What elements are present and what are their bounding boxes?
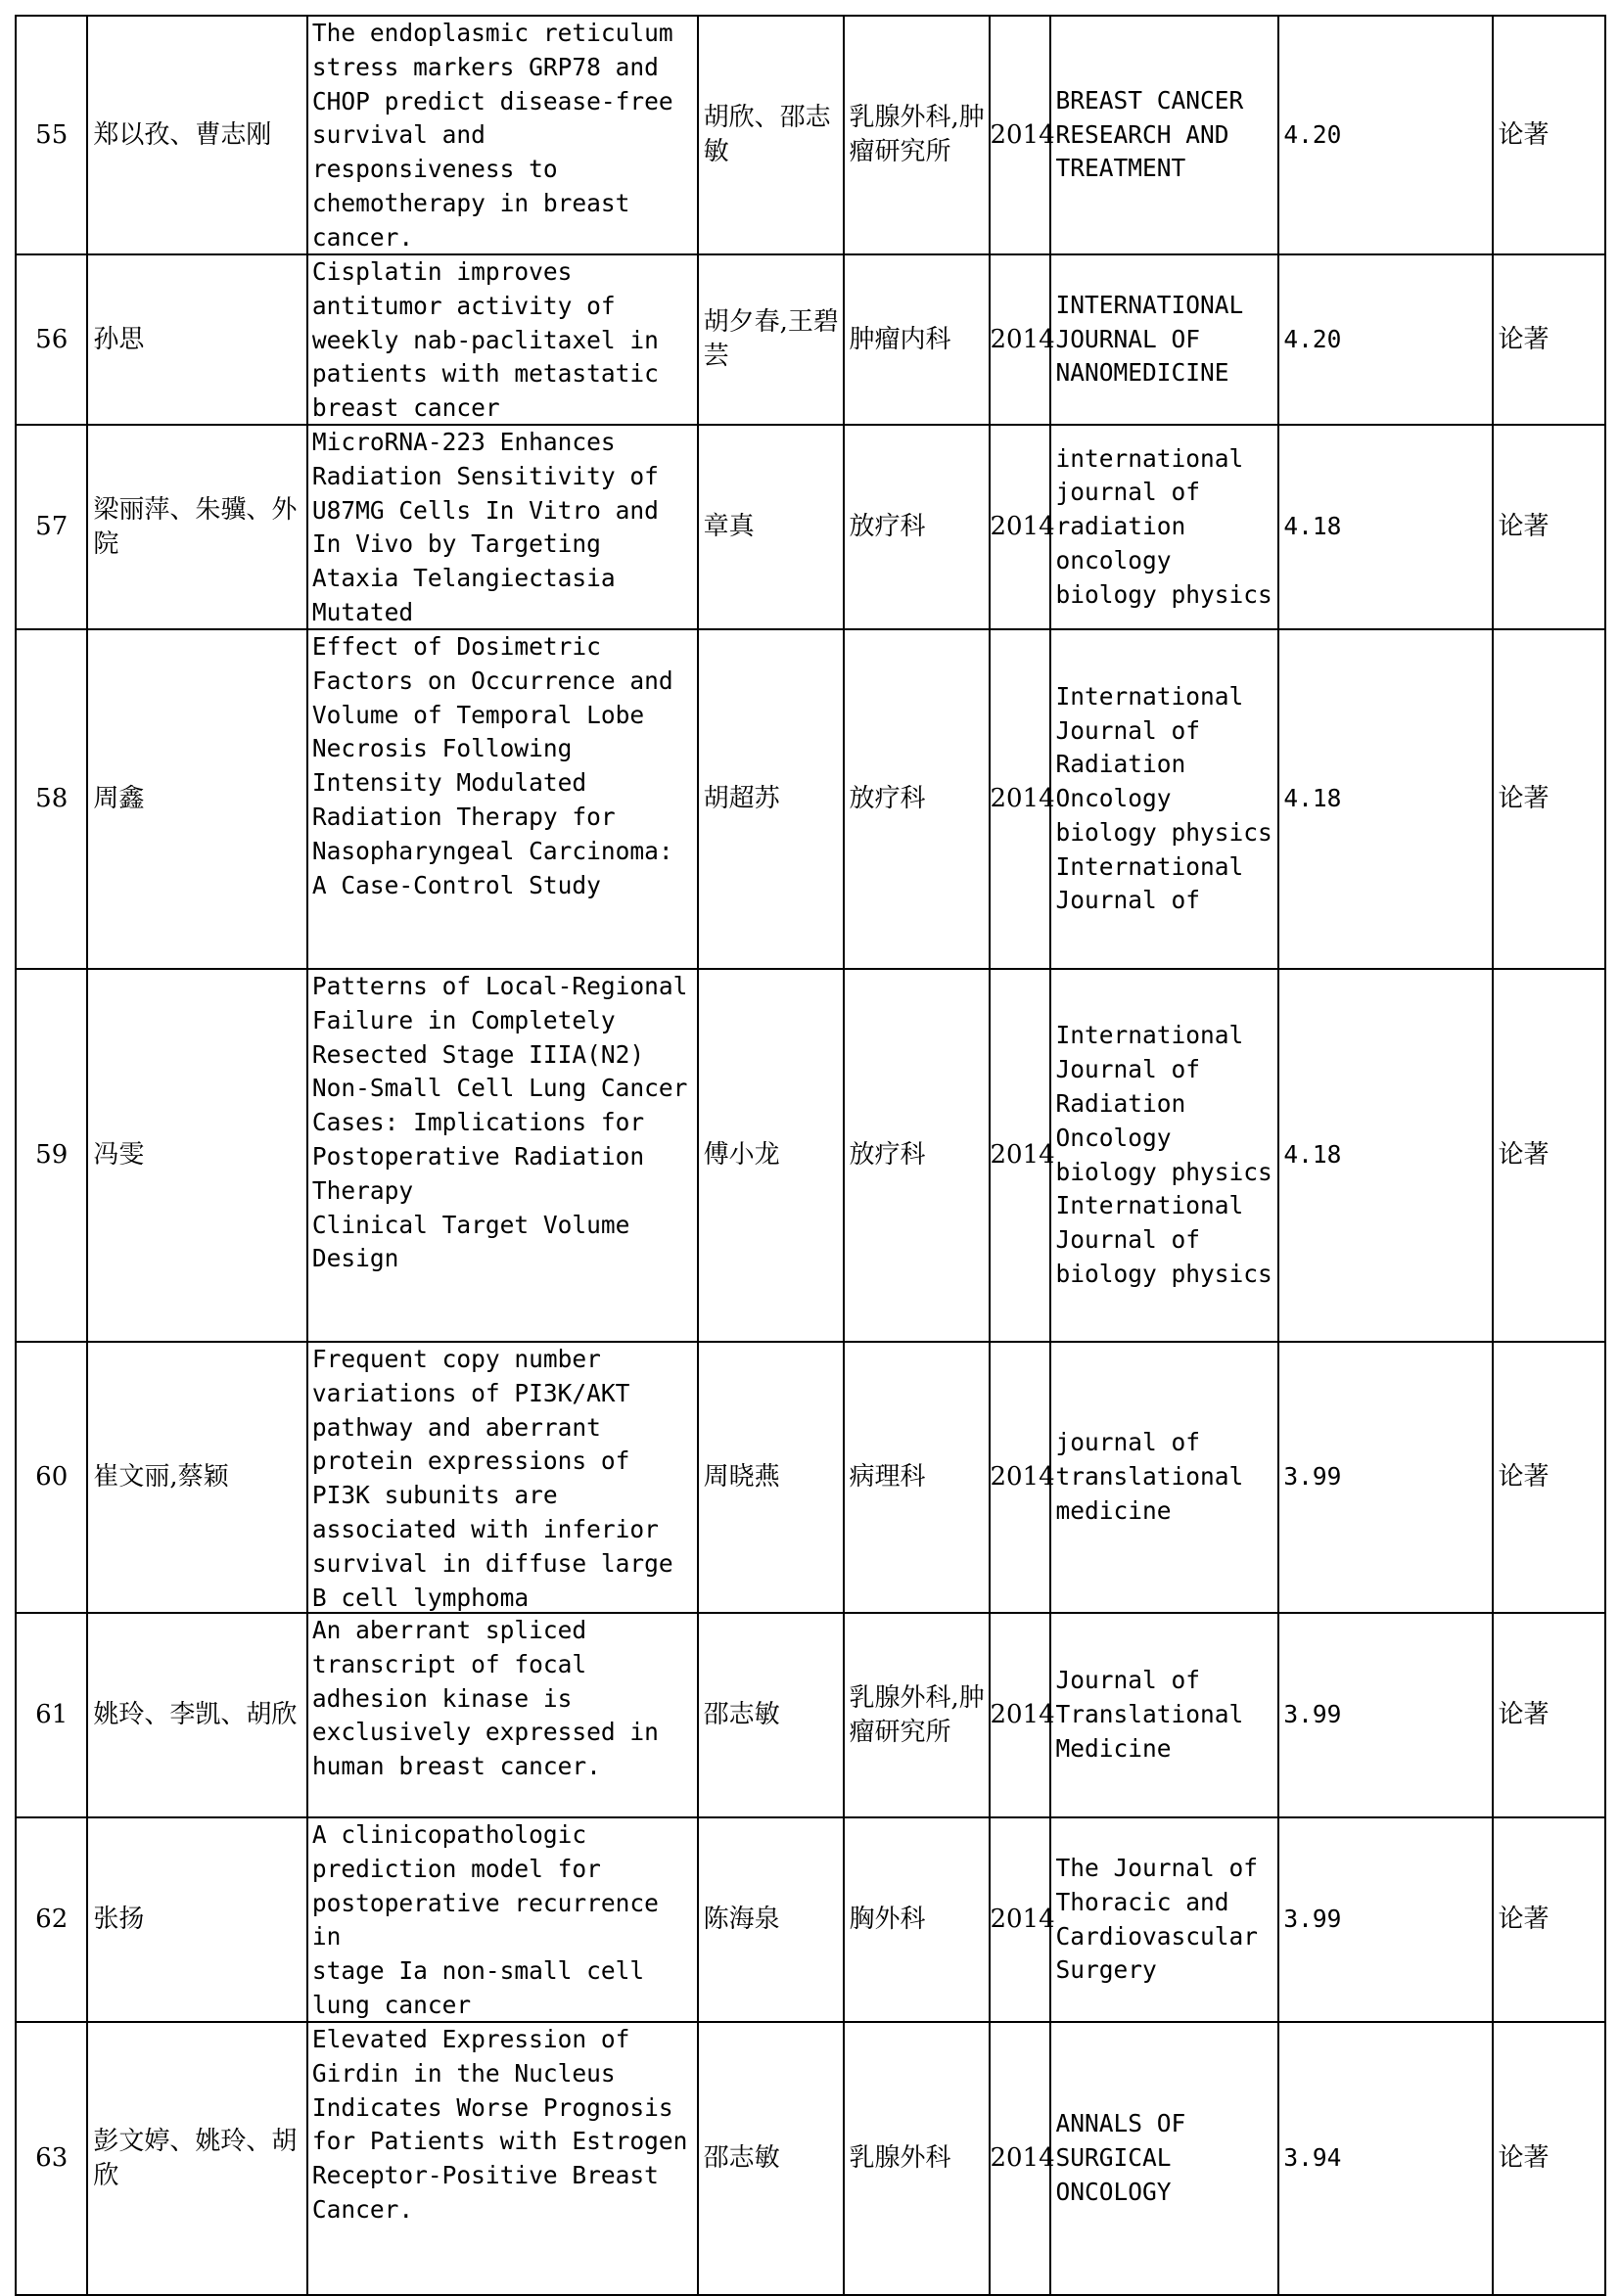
journal-cell-text: Journal of Translational Medicine <box>1055 1666 1258 1763</box>
article-type-cell <box>1493 425 1605 629</box>
authors-cell <box>87 2022 307 2295</box>
department-cell-text: 乳腺外科,肿瘤研究所 <box>849 1682 985 1747</box>
journal-cell <box>1050 1342 1278 1613</box>
impact-factor-cell-text: 4.20 <box>1283 324 1342 353</box>
corresponding-author-cell-text: 周晓燕 <box>703 1462 780 1492</box>
row-number-cell <box>16 1817 87 2022</box>
table-row <box>16 254 1605 425</box>
corresponding-author-cell-text: 邵志敏 <box>703 2143 780 2173</box>
corresponding-author-cell <box>698 969 844 1342</box>
department-cell-text: 病理科 <box>849 1462 926 1492</box>
table-row <box>16 969 1605 1342</box>
authors-cell-text: 梁丽萍、朱骥、外院 <box>93 494 298 559</box>
row-number-cell <box>16 254 87 425</box>
journal-cell <box>1050 16 1278 254</box>
impact-factor-cell-text: 4.18 <box>1283 784 1342 813</box>
authors-cell-text: 郑以孜、曹志刚 <box>93 119 272 150</box>
authors-cell <box>87 1342 307 1613</box>
journal-cell-text: journal of translational medicine <box>1055 1428 1258 1525</box>
year-cell <box>990 1613 1055 1817</box>
impact-factor-cell <box>1278 1613 1492 1817</box>
article-type-cell <box>1493 254 1605 425</box>
journal-cell <box>1050 254 1278 425</box>
impact-factor-cell <box>1278 425 1492 629</box>
year-cell <box>990 2022 1055 2295</box>
paper-title-cell-text: Effect of Dosimetric Factors on Occurrence and Volume of Temporal Lobe Necrosis Following Intensity Modulated Radiation Therapy for Nasopharyngeal Carcinoma: A Case-Control Study <box>311 632 688 899</box>
corresponding-author-cell <box>698 425 844 629</box>
row-number-cell-text: 55 <box>35 119 69 150</box>
journal-cell-text: International Journal of Radiation Oncology biology physics International Journal of biology physics <box>1055 1021 1287 1288</box>
row-number-cell <box>16 16 87 254</box>
impact-factor-cell-text: 3.99 <box>1283 1700 1342 1729</box>
year-cell-text: 2014 <box>990 324 1055 354</box>
journal-cell <box>1050 1817 1278 2022</box>
department-cell <box>844 2022 990 2295</box>
authors-cell-text: 崔文丽,蔡颖 <box>93 1462 229 1492</box>
row-number-cell-text: 59 <box>35 1140 69 1170</box>
paper-title-cell-text: Elevated Expression of Girdin in the Nucleus Indicates Worse Prognosis for Patients with Estrogen Receptor-Positive Breast Cancer. <box>311 2025 703 2224</box>
department-cell-text: 放疗科 <box>849 784 926 813</box>
row-number-cell-text: 56 <box>35 324 69 354</box>
year-cell <box>990 425 1055 629</box>
row-number-cell-text: 60 <box>35 1462 69 1492</box>
paper-title-cell-text: Cisplatin improves antitumor activity of weekly nab-paclitaxel in patients with metastatic breast cancer <box>311 257 673 423</box>
paper-title-cell-text: Patterns of Local-Regional Failure in Completely Resected Stage IIIA(N2) Non-Small Cell Lung Cancer Cases: Implications for Postoperative Radiation Therapy Clinical Target Volume Design <box>311 972 688 1273</box>
impact-factor-cell <box>1278 629 1492 969</box>
paper-title-cell <box>307 969 698 1342</box>
year-cell-text: 2014 <box>990 2143 1055 2173</box>
article-type-cell-text: 论著 <box>1498 1462 1550 1492</box>
impact-factor-cell-text: 4.20 <box>1283 119 1342 149</box>
article-type-cell-text: 论著 <box>1498 119 1550 150</box>
impact-factor-cell-text: 3.99 <box>1283 1905 1342 1934</box>
article-type-cell-text: 论著 <box>1498 324 1550 354</box>
corresponding-author-cell <box>698 2022 844 2295</box>
corresponding-author-cell-text: 胡欣、邵志敏 <box>703 103 831 166</box>
paper-title-cell-text: MicroRNA-223 Enhances Radiation Sensitivity of U87MG Cells In Vitro and In Vivo by Targeting Ataxia Telangiectasia Mutated <box>311 428 673 626</box>
authors-cell-text: 张扬 <box>93 1905 145 1934</box>
authors-cell <box>87 629 307 969</box>
journal-cell-text: BREAST CANCER RESEARCH AND TREATMENT <box>1055 85 1258 183</box>
journal-cell <box>1050 425 1278 629</box>
year-cell <box>990 1817 1055 2022</box>
article-type-cell-text: 论著 <box>1498 512 1550 541</box>
paper-title-cell <box>307 1817 698 2022</box>
paper-title-cell <box>307 1613 698 1817</box>
corresponding-author-cell-text: 邵志敏 <box>703 1700 780 1729</box>
journal-cell-text: INTERNATIONAL JOURNAL OF NANOMEDICINE <box>1055 290 1258 388</box>
department-cell <box>844 16 990 254</box>
corresponding-author-cell <box>698 1613 844 1817</box>
journal-cell-text: International Journal of Radiation Oncology biology physics International Journal of <box>1055 681 1287 915</box>
authors-cell-text: 周鑫 <box>93 784 145 813</box>
paper-title-cell <box>307 425 698 629</box>
article-type-cell <box>1493 2022 1605 2295</box>
paper-title-cell <box>307 629 698 969</box>
journal-cell <box>1050 969 1287 1342</box>
department-cell <box>844 1613 990 1817</box>
row-number-cell-text: 61 <box>35 1700 69 1729</box>
year-cell <box>990 16 1055 254</box>
authors-cell-text: 冯雯 <box>93 1140 145 1170</box>
article-type-cell-text: 论著 <box>1498 784 1550 813</box>
year-cell-text: 2014 <box>990 1462 1055 1492</box>
corresponding-author-cell-text: 陈海泉 <box>703 1905 780 1934</box>
row-number-cell-text: 63 <box>35 2143 69 2173</box>
impact-factor-cell-text: 3.99 <box>1283 1462 1342 1492</box>
authors-cell <box>87 425 307 629</box>
department-cell <box>844 425 990 629</box>
article-type-cell-text: 论著 <box>1498 1700 1550 1729</box>
department-cell-text: 乳腺外科,肿瘤研究所 <box>849 103 985 166</box>
publication-table <box>15 15 1606 2296</box>
paper-title-cell-text: A clinicopathologic prediction model for postoperative recurrence in stage Ia non‑small cell lung cancer <box>311 1820 659 2019</box>
authors-cell <box>87 1613 307 1817</box>
row-number-cell <box>16 425 87 629</box>
article-type-cell-text: 论著 <box>1498 2143 1550 2173</box>
department-cell <box>844 1342 990 1613</box>
authors-cell <box>87 1817 307 2022</box>
article-type-cell <box>1493 16 1605 254</box>
paper-title-cell <box>307 16 698 254</box>
table-row <box>16 16 1605 254</box>
corresponding-author-cell <box>698 1342 844 1613</box>
corresponding-author-cell <box>698 16 844 254</box>
row-number-cell-text: 62 <box>35 1905 69 1934</box>
table-row <box>16 1817 1605 2022</box>
table-row <box>16 1342 1605 1613</box>
year-cell <box>990 254 1055 425</box>
authors-cell-text: 姚玲、李凯、胡欣 <box>93 1700 298 1729</box>
year-cell-text: 2014 <box>990 1700 1055 1729</box>
row-number-cell <box>16 969 87 1342</box>
impact-factor-cell <box>1278 969 1492 1342</box>
journal-cell-text: ANNALS OF SURGICAL ONCOLOGY <box>1055 2109 1200 2206</box>
article-type-cell-text: 论著 <box>1498 1905 1550 1934</box>
corresponding-author-cell <box>698 254 844 425</box>
impact-factor-cell-text: 4.18 <box>1283 1140 1342 1170</box>
row-number-cell <box>16 2022 87 2295</box>
impact-factor-cell <box>1278 2022 1492 2295</box>
table-row <box>16 1613 1605 1817</box>
journal-cell <box>1050 2022 1278 2295</box>
article-type-cell <box>1493 1342 1605 1613</box>
journal-cell-text: international journal of radiation oncology biology physics <box>1055 443 1272 609</box>
impact-factor-cell-text: 4.18 <box>1283 512 1342 541</box>
corresponding-author-cell-text: 章真 <box>703 512 755 541</box>
department-cell <box>844 254 990 425</box>
table-row <box>16 2022 1605 2295</box>
year-cell <box>990 969 1055 1342</box>
impact-factor-cell-text: 3.94 <box>1283 2143 1342 2173</box>
department-cell <box>844 629 990 969</box>
row-number-cell <box>16 1342 87 1613</box>
article-type-cell <box>1493 969 1605 1342</box>
year-cell <box>990 629 1055 969</box>
department-cell-text: 乳腺外科 <box>849 2143 951 2173</box>
authors-cell-text: 彭文婷、姚玲、胡欣 <box>93 2126 298 2190</box>
article-type-cell-text: 论著 <box>1498 1140 1550 1170</box>
journal-cell-text: The Journal of Thoracic and Cardiovascular Surgery <box>1055 1853 1272 1985</box>
department-cell-text: 肿瘤内科 <box>849 324 951 354</box>
authors-cell <box>87 969 307 1342</box>
impact-factor-cell <box>1278 16 1492 254</box>
row-number-cell-text: 58 <box>35 784 69 813</box>
impact-factor-cell <box>1278 1817 1492 2022</box>
paper-title-cell-text: Frequent copy number variations of PI3K/AKT pathway and aberrant protein expressions of PI3K subunits are associated with inferior survival in diffuse large B cell lymphoma <box>311 1345 688 1612</box>
department-cell <box>844 1817 990 2022</box>
table-body <box>16 16 1605 2295</box>
row-number-cell-text: 57 <box>35 512 69 541</box>
table-row <box>16 629 1605 969</box>
year-cell-text: 2014 <box>990 512 1055 541</box>
corresponding-author-cell <box>698 629 844 969</box>
department-cell-text: 放疗科 <box>849 512 926 541</box>
department-cell-text: 胸外科 <box>849 1905 926 1934</box>
authors-cell-text: 孙思 <box>93 324 145 354</box>
paper-title-cell <box>307 1342 698 1613</box>
article-type-cell <box>1493 1817 1605 2022</box>
paper-title-cell <box>307 254 698 425</box>
authors-cell <box>87 254 307 425</box>
article-type-cell <box>1493 1613 1605 1817</box>
year-cell-text: 2014 <box>990 1905 1055 1934</box>
row-number-cell <box>16 1613 87 1817</box>
journal-cell <box>1050 1613 1278 1817</box>
paper-title-cell-text: The endoplasmic reticulum stress markers GRP78 and CHOP predict disease-free survival and responsiveness to chemotherapy in breast cancer. <box>311 19 688 252</box>
corresponding-author-cell-text: 胡超苏 <box>703 784 780 813</box>
table-row <box>16 425 1605 629</box>
year-cell-text: 2014 <box>990 1140 1055 1170</box>
department-cell-text: 放疗科 <box>849 1140 926 1170</box>
corresponding-author-cell <box>698 1817 844 2022</box>
year-cell-text: 2014 <box>990 784 1055 813</box>
journal-cell <box>1050 629 1287 969</box>
department-cell <box>844 969 990 1342</box>
impact-factor-cell <box>1278 1342 1492 1613</box>
impact-factor-cell <box>1278 254 1492 425</box>
corresponding-author-cell-text: 胡夕春,王碧芸 <box>703 307 839 371</box>
year-cell-text: 2014 <box>990 119 1055 150</box>
authors-cell <box>87 16 307 254</box>
row-number-cell <box>16 629 87 969</box>
year-cell <box>990 1342 1055 1613</box>
corresponding-author-cell-text: 傅小龙 <box>703 1140 780 1170</box>
paper-title-cell <box>307 2022 703 2295</box>
article-type-cell <box>1493 629 1605 969</box>
paper-title-cell-text: An aberrant spliced transcript of focal adhesion kinase is exclusively expressed in human breast cancer. <box>311 1616 673 1781</box>
